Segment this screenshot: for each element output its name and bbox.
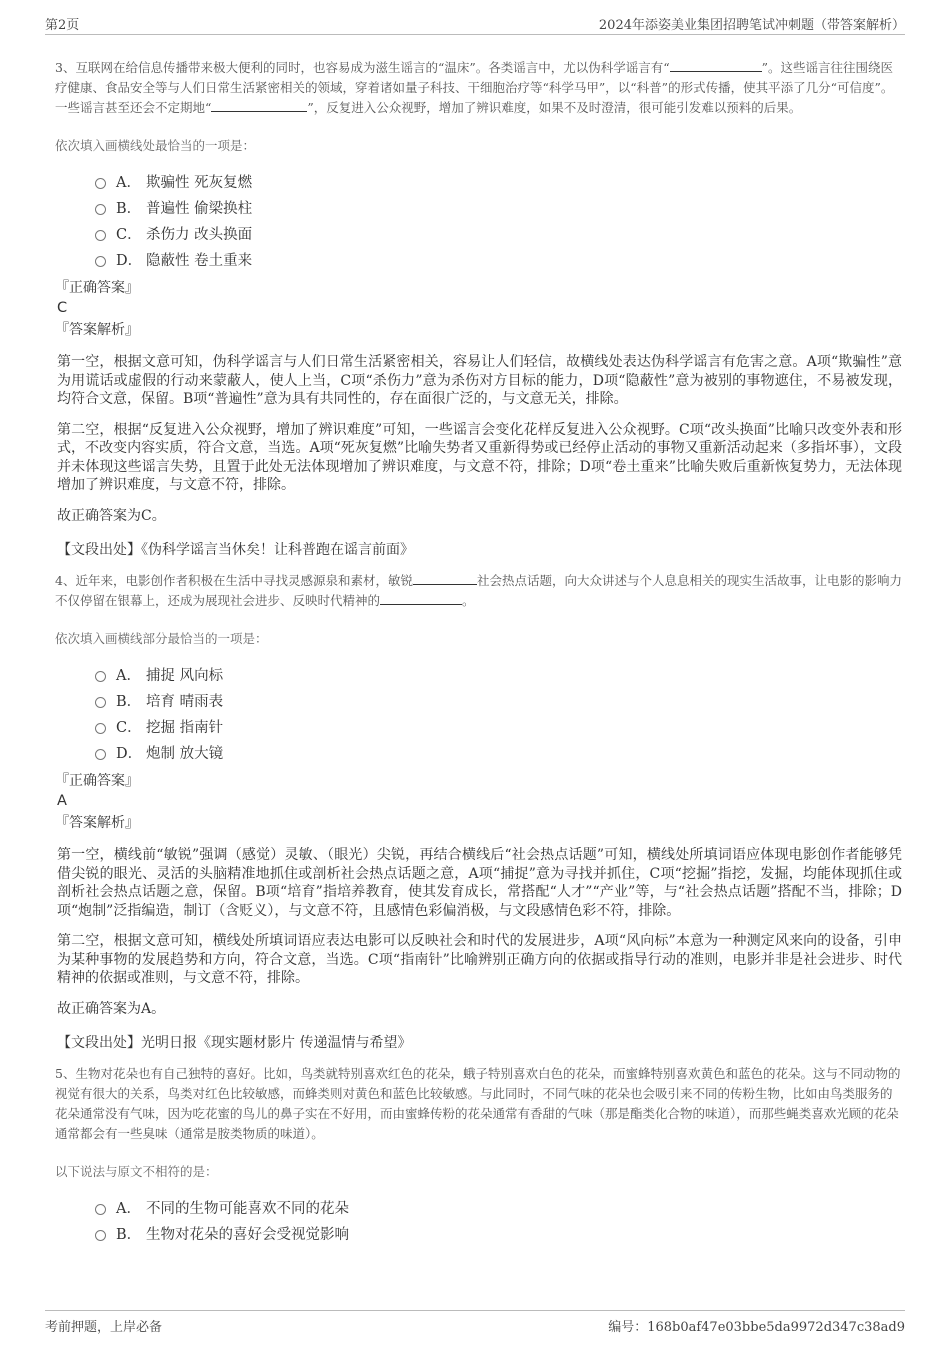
document-body	[55, 58, 902, 1252]
analysis-paragraph: 第二空，根据“反复进入公众视野，增加了辨识难度”可知，一些谣言会变化花样反复进入公众视野。C项“改头换面”比喻只改变外表和形式，不改变内容实质，符合文意，当选。A项“死灰复燃”比喻失势者又重新得势或已经停止活动的事物又重新活动起来（多指坏事），文段并未体现这些谣言失势，且置于此处无法体现增加了辨识难度，与文意不符，排除；D项“卷土重来”比喻失败后重新恢复势力，无法体现增加了辨识难度，与文意不符，排除。	[57, 421, 902, 493]
document-title: 2024年添姿美业集团招聘笔试冲刺题（带答案解析）	[598, 18, 905, 33]
source-citation: 【文段出处】光明日报《现实题材影片 传递温情与希望》	[57, 1035, 412, 1051]
question-5-instruction: 以下说法与原文不相符的是：	[55, 1164, 218, 1179]
analysis-paragraph: 第一空，根据文意可知，伪科学谣言与人们日常生活紧密相关，容易让人们轻信，故横线处表达伪科学谣言有危害之意。A项“欺骗性”意为用谎话或虚假的行动来蒙蔽人，使人上当，C项“杀伤力”意为杀伤对方目标的能力，D项“隐蔽性”意为被别的事物遮住，不易被发现，均符合文意，保留。B项“普遍性”意为具有共同性的，存在面很广泛的，与文意无关，排除。	[57, 354, 902, 407]
option-d[interactable]: D． 炮制 放大镜	[95, 739, 902, 765]
analysis-conclusion: 故正确答案为C。	[57, 507, 166, 524]
question-5-options	[95, 1194, 902, 1246]
question-4-options	[95, 661, 902, 765]
option-c[interactable]: C． 挖掘 指南针	[95, 713, 902, 739]
analysis-paragraph: 第二空，根据文意可知，横线处所填词语应表达电影可以反映社会和时代的发展进步，A项“风向标”本意为一种测定风来向的设备，引申为某种事物的发展趋势和方向，符合文意，当选。C项“指南针”比喻辨别正确方向的依据或指导行动的准则，电影并非是社会进步、时代精神的依据或准则，与文意不符，排除。	[57, 933, 902, 986]
question-3-options	[95, 168, 902, 272]
answer-label: 『正确答案』	[55, 773, 139, 789]
page-number: 第2页	[45, 18, 80, 33]
option-d[interactable]: D． 隐蔽性 卷土重来	[95, 246, 902, 272]
option-a[interactable]: A． 不同的生物可能喜欢不同的花朵	[95, 1194, 902, 1220]
fill-blank	[380, 592, 462, 605]
question-3-stem: 3、互联网在给信息传播带来极大便利的同时，也容易成为滋生谣言的“温床”。各类谣言中，尤以伪科学谣言有“ ”。这些谣言往往围绕医疗健康、食品安全等与人们日常生活紧密相关的领域，穿着诸如量子科技、干细胞治疗等“科学马甲”，以“科普”的形式传播，使其平添了几分“可信度”。一些谣言甚至还会不定期地“ ”，反复进入公众视野，增加了辨识难度，如果不及时澄清，很可能引发难以预料的后果。	[55, 60, 894, 115]
radio-icon[interactable]	[95, 749, 106, 760]
analysis-label: 『答案解析』	[55, 815, 139, 831]
source-citation: 【文段出处】《伪科学谣言当休矣！让科普跑在谣言前面》	[57, 542, 414, 558]
option-a[interactable]: A． 捕捉 风向标	[95, 661, 902, 687]
radio-icon[interactable]	[95, 256, 106, 267]
radio-icon[interactable]	[95, 671, 106, 682]
fill-blank	[670, 59, 762, 72]
question-4-instruction: 依次填入画横线部分最恰当的一项是：	[55, 631, 268, 646]
page-header	[45, 14, 905, 35]
footer-slogan: 考前押题，上岸必备	[45, 1320, 163, 1335]
page-footer	[45, 1310, 905, 1337]
option-b[interactable]: B． 培育 晴雨表	[95, 687, 902, 713]
radio-icon[interactable]	[95, 723, 106, 734]
radio-icon[interactable]	[95, 1230, 106, 1241]
radio-icon[interactable]	[95, 1204, 106, 1215]
fill-blank	[413, 572, 477, 585]
answer-label: 『正确答案』	[55, 280, 139, 296]
analysis-label: 『答案解析』	[55, 322, 139, 338]
analysis-conclusion: 故正确答案为A。	[57, 1000, 166, 1017]
option-c[interactable]: C． 杀伤力 改头换面	[95, 220, 902, 246]
radio-icon[interactable]	[95, 204, 106, 215]
analysis-paragraph: 第一空，横线前“敏锐”强调（感觉）灵敏、（眼光）尖锐，再结合横线后“社会热点话题”可知，横线处所填词语应体现电影创作者能够凭借尖锐的眼光、灵活的头脑精准地抓住或剖析社会热点话题之意，A项“捕捉”意为寻找并抓住，C项“挖掘”指挖，发掘，均能体现抓住或剖析社会热点话题之意，保留。B项“培育”指培养教育，使其发育成长，常搭配“人才”“产业”等，与“社会热点话题”搭配不当，排除；D项“炮制”泛指编造，制订（含贬义），与文意不符，且感情色彩偏消极，与文段感情色彩不符，排除。	[57, 847, 902, 919]
fill-blank	[211, 99, 307, 112]
radio-icon[interactable]	[95, 697, 106, 708]
radio-icon[interactable]	[95, 230, 106, 241]
question-4-stem: 4、近年来，电影创作者积极在生活中寻找灵感源泉和素材，敏锐 社会热点话题，向大众讲述与个人息息相关的现实生活故事，让电影的影响力不仅停留在银幕上，还成为展现社会进步、反映时代精神的 。	[55, 573, 902, 608]
radio-icon[interactable]	[95, 178, 106, 189]
question-3-instruction: 依次填入画横线处最恰当的一项是：	[55, 138, 256, 153]
option-b[interactable]: B． 生物对花朵的喜好会受视觉影响	[95, 1220, 902, 1246]
correct-answer: C	[57, 300, 68, 316]
option-a[interactable]: A． 欺骗性 死灰复燃	[95, 168, 902, 194]
document-id: 编号：168b0af47e03bbe5da9972d347c38ad9	[608, 1320, 905, 1335]
question-5-stem: 5、生物对花朵也有自己独特的喜好。比如，鸟类就特别喜欢红色的花朵，蛾子特别喜欢白色的花朵，而蜜蜂特别喜欢黄色和蓝色的花朵。这与不同动物的视觉有很大的关系，鸟类对红色比较敏感，而蜂类则对黄色和蓝色比较敏感。与此同时，不同气味的花朵也会吸引来不同的传粉生物，比如由鸟类服务的花朵通常没有气味，因为吃花蜜的鸟儿的鼻子实在不好用，而由蜜蜂传粉的花朵通常有香甜的气味（那是酯类化合物的味道），而那些蝇类喜欢光顾的花朵通常都会有一些臭味（通常是胺类物质的味道）。	[55, 1066, 901, 1141]
option-b[interactable]: B． 普遍性 偷梁换柱	[95, 194, 902, 220]
correct-answer: A	[57, 793, 67, 809]
